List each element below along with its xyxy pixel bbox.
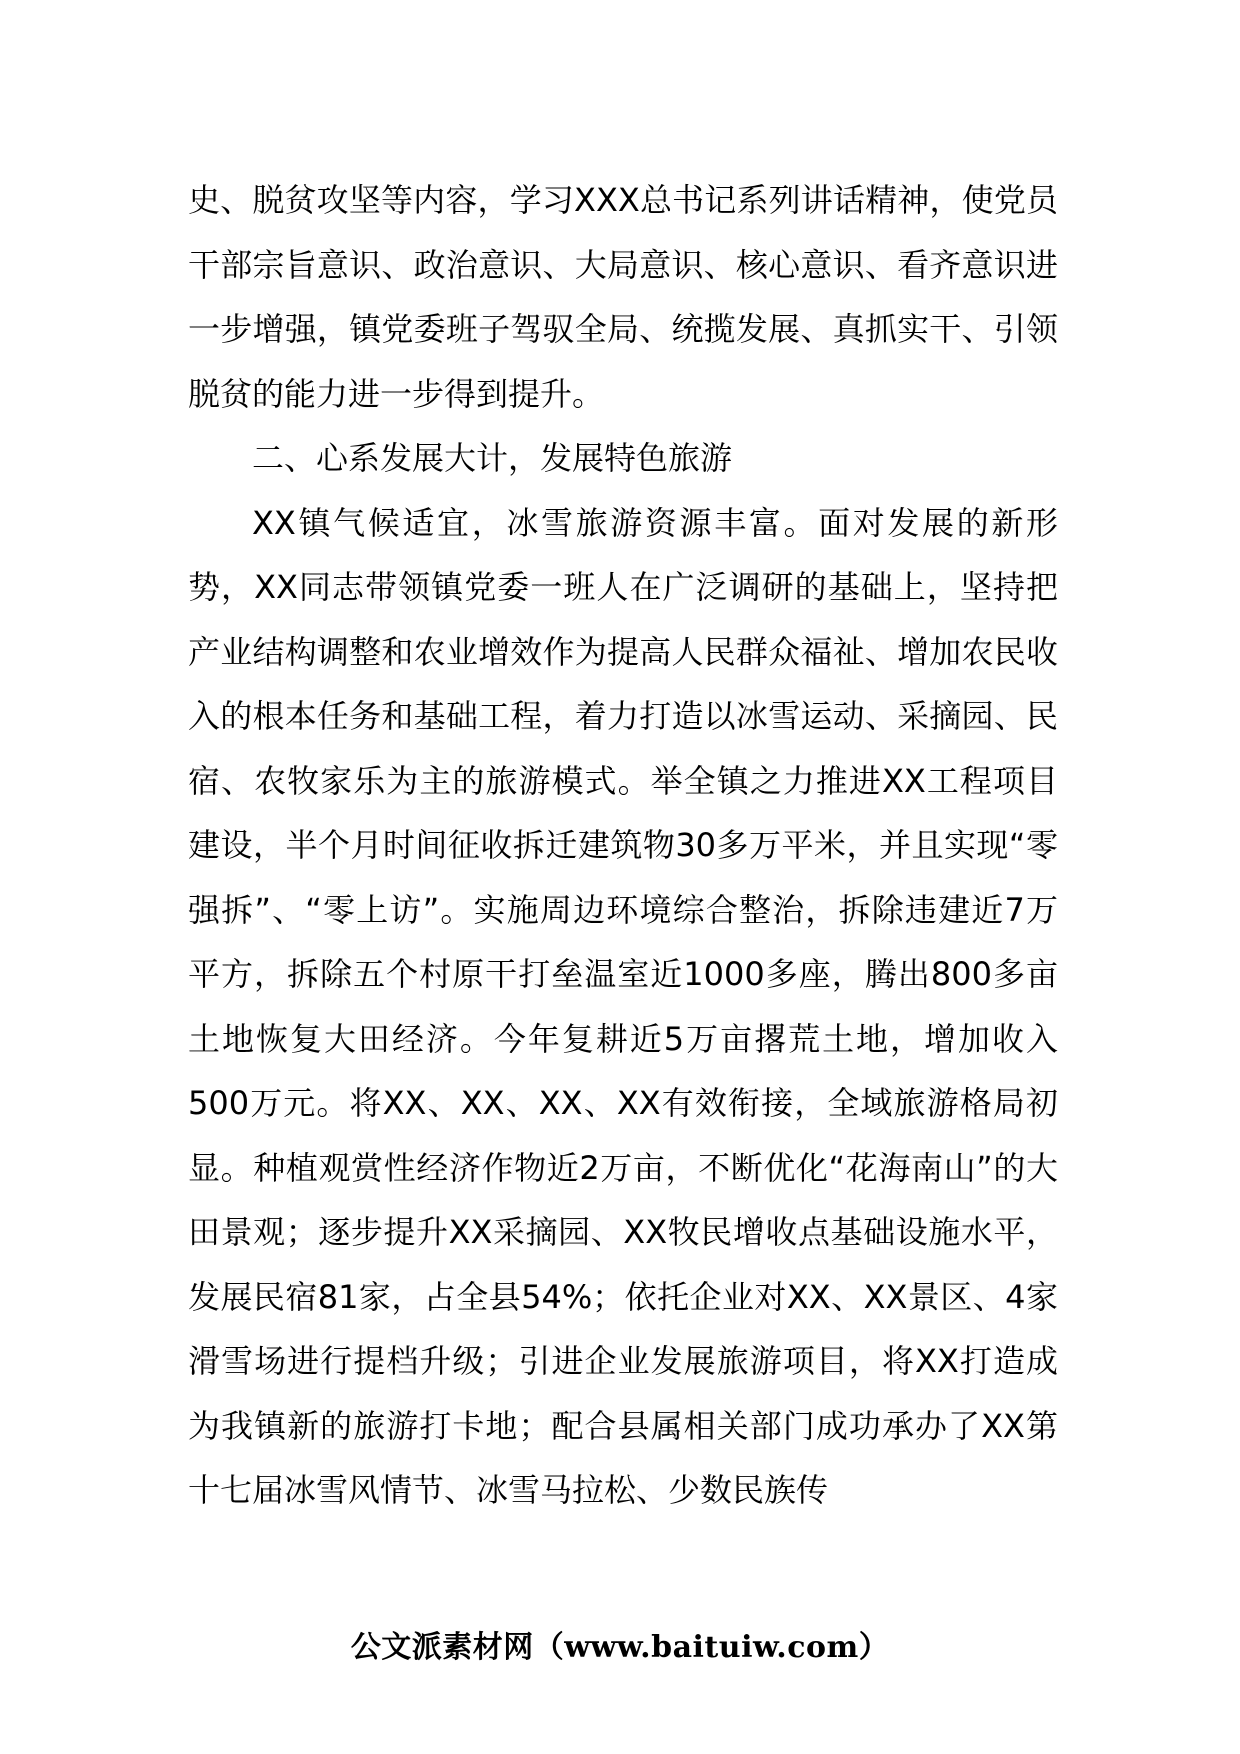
paragraph-continuation: 史、脱贫攻坚等内容，学习XXX总书记系列讲话精神，使党员干部宗旨意识、政治意识、大局意识、核心意识、看齐意识进一步增强，镇党委班子驾驭全局、统揽发展、真抓实干、引领脱贫的能力进一步得到提升。 [188,181,1058,413]
paragraph-tourism: XX镇气候适宜，冰雪旅游资源丰富。面对发展的新形势，XX同志带领镇党委一班人在广泛调研的基础上，坚持把产业结构调整和农业增效作为提高人民群众福祉、增加农民收入的根本任务和基础工程，着力打造以冰雪运动、采摘园、民宿、农牧家乐为主的旅游模式。举全镇之力推进XX工程项目建设，半个月时间征收拆迁建筑物30多万平米，并且实现“零强拆”、“零上访”。实施周边环境综合整治，拆除违建近7万平方，拆除五个村原干打垒温室近1000多座，腾出800多亩土地恢复大田经济。今年复耕近5万亩撂荒土地，增加收入500万元。将XX、XX、XX、XX有效衔接，全域旅游格局初显。种植观赏性经济作物近2万亩，不断优化“花海南山”的大田景观；逐步提升XX采摘园、XX牧民增收点基础设施水平，发展民宿81家，占全县54%；依托企业对XX、XX景区、4家滑雪场进行提档升级；引进企业发展旅游项目，将XX打造成为我镇新的旅游打卡地；配合县属相关部门成功承办了XX第十七届冰雪风情节、冰雪马拉松、少数民族传 [188,503,1058,1509]
document-body [188,168,1058,1523]
footer-watermark: 公文派素材网（www.baituiw.com） [350,1630,890,1665]
section-heading: 二、心系发展大计，发展特色旅游 [252,439,733,477]
